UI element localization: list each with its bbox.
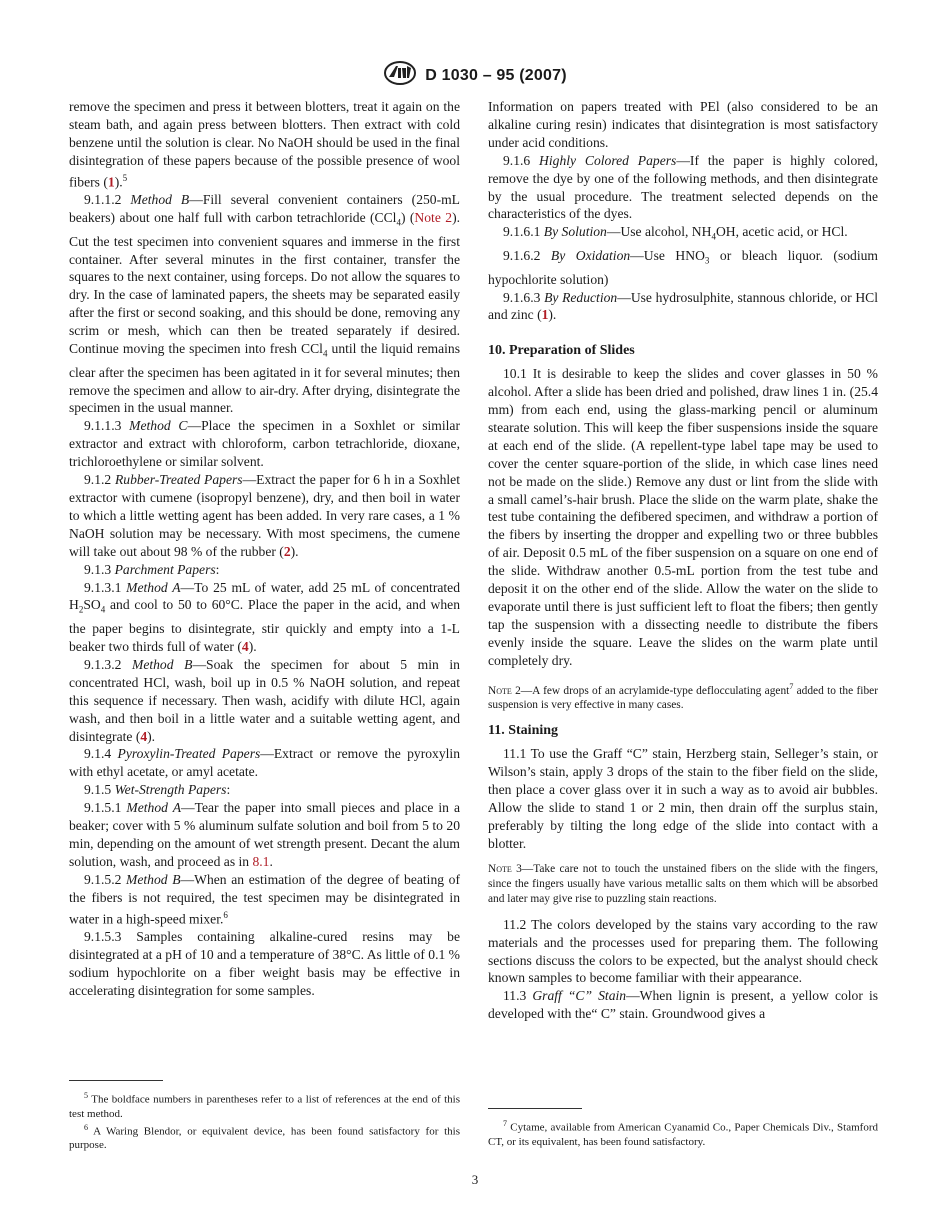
footnote: $^5$ The boldface numbers in parentheses refer to a list of references at the end of this test method. <box>69 1091 460 1120</box>
paragraph: 9.1.4 Pyroxylin-Treated Papers—Extract or remove the pyroxylin with ethyl acetate, or amyl acetate. <box>69 746 460 780</box>
footnote-divider <box>488 1108 582 1109</box>
reference-link[interactable]: 2 <box>283 543 291 559</box>
footnote-marker[interactable]: 7 <box>789 681 794 691</box>
paragraph: Information on papers treated with PEl (also considered to be an alkaline curing resin) indicates that disintegration is most satisfactory under acid conditions. <box>488 99 878 150</box>
paragraph: 9.1.6.1 By Solution—Use alcohol, $NH_4OH$, acetic acid, or HCl. <box>503 224 848 243</box>
paragraph: 11.2 The colors developed by the stains vary according to the raw materials and the processes used for preparing them. The following sections discuss the colors to be expected, but the analyst should check known samples to become familiar with their appearance. <box>488 916 878 986</box>
paragraph: 9.1.5.3 Samples containing alkaline-cured resins may be disintegrated at a pH of 10 and a temperature of 38°C. As little of 0.1 % sodium hypochlorite on a fiber weight basis may be effective in accelerating disintegration for some samples. <box>69 929 460 998</box>
reference-link[interactable]: 4 <box>241 638 249 654</box>
right-column <box>488 98 878 1023</box>
paragraph: 9.1.3 Parchment Papers: <box>84 561 220 577</box>
footnote-marker[interactable]: 5 <box>122 172 128 183</box>
paragraph: 9.1.3.2 Method B—Soak the specimen for about 5 min in concentrated HCl, wash, boil up in 0.5 % NaOH solution, and repeat this sequence if necessary. Then wash, acidify with dilute HCl, again wash, and then boil in a little water and a suitable wetting agent, and disintegrate (4). <box>69 656 460 744</box>
paragraph: 9.1.3.1 Method A—To 25 mL of water, add 25 mL of concentrated $H_2SO_4$ and cool to 50 to 60°C. Place the paper in the acid, and when the paper begins to disintegrate, stir quickly and empty into a 1-L beaker two thirds full of water (4). <box>69 579 461 654</box>
note-link[interactable]: Note 2 <box>414 209 453 225</box>
paragraph: 9.1.5.1 Method A—Tear the paper into small pieces and place in a beaker; cover with 5 % aluminum sulfate solution and boil from 5 to 20 min, depending on the amount of wet strength present. Decant the alum solution, wash, and proceed as in 8.1. <box>69 800 460 869</box>
footnote: $^7$ Cytame, available from American Cyanamid Co., Paper Chemicals Div., Stamford CT, or its equivalent, has been found satisfactory. <box>488 1119 878 1148</box>
footnotes-right <box>488 1108 878 1149</box>
paragraph: 10.1 It is desirable to keep the slides and cover glasses in 50 % alcohol. After a slide has been dried and polished, draw lines 1 in. (25.4 mm) from each end, using the glass-marking pencil or aluminum stearate solution. This will keep the fiber suspensions inside the square at each end of the slide. (A repellent-type label tape may be used to cover the center square-portion of the slide, in which case lines need not be made on the slide.) Remove any dust or lint from the slide with a small camel’s-hair brush. Place the slide on the warm plate, shake the test tube containing the defibered specimen, and withdraw a portion of the fibers by inserting the dropper and expelling two or three bubbles of air. Deposit 0.5 mL of the fiber suspension on a square on one end of the slide. Withdraw another 0.5-mL portion from the test tube and deposit it on the other end of the slide. Allow the water on the slide to evaporate until there is just sufficient left to float the fibers; then gently tap the suspension with a dissecting needle to distribute the fibers evenly inside the square. Leave the slides on the warm plate until completely dry. <box>488 366 878 668</box>
paragraph: 9.1.6 Highly Colored Papers—If the paper is highly colored, remove the dye by one of the following methods, and then disintegrate by the usual procedure. The treatment selected depends on the characteristics of the dyes. <box>488 152 879 222</box>
paragraph: 11.3 Graff “C” Stain—When lignin is present, a yellow color is developed with the“ C” stain. Groundwood gives a <box>488 988 879 1022</box>
section-heading: 10. Preparation of Slides <box>488 343 635 359</box>
section-link[interactable]: 8.1 <box>252 853 270 869</box>
reference-link[interactable]: 4 <box>140 728 148 744</box>
paragraph: 9.1.1.2 Method B—Fill several convenient containers (250-mL beakers) about one half full with carbon tetrachloride (CCl$_4$) (Note 2). Cut the test specimen into convenient squares and immerse in the first container. After several minutes in the first container, transfer the squares to the next container, using forceps. Do not allow the squares to dry. In the case of laminated papers, the sheets may be separated easily after the first or second soaking, and this should be done, removing any scrim or mesh, which can then be treated separately if desired. Continue moving the specimen into fresh CCl$_4$ until the liquid remains clear after the specimen has been agitated in it for several minutes; then remove the specimen and allow to air-dry. After drying, disintegrate the specimen in the usual manner. <box>69 192 460 416</box>
footnote-divider <box>69 1080 163 1081</box>
footnote: $^6$ A Waring Blendor, or equivalent device, has been found satisfactory for this purpose. <box>69 1122 460 1152</box>
page-header <box>0 60 950 91</box>
note: Note 2—A few drops of an acrylamide-type deflocculating agent$^7$ added to the fiber suspension is very effective in many cases. <box>488 681 878 712</box>
paragraph: 11.1 To use the Graff “C” stain, Herzberg stain, Selleger’s stain, or Wilson’s stain, apply 3 drops of the stain to the fiber field on the slide, then place a cover glass over it in such a way as to avoid air bubbles. Allow the slide to stand 1 or 2 min, then drain off the surplus stain, preferably by tilting the long edge of the slide into contact with a blotter. <box>488 746 878 851</box>
paragraph: 9.1.5 Wet-Strength Papers: <box>84 782 231 798</box>
document-designation: D 1030 – 95 (2007) <box>425 66 567 84</box>
paragraph: 9.1.6.3 By Reduction—Use hydrosulphite, stannous chloride, or HCl and zinc (1). <box>488 289 878 323</box>
paragraph: 9.1.1.3 Method C—Place the specimen in a Soxhlet or similar extractor and extract with chloroform, carbon tetrachloride, dioxane, trichloroethylene or similar solvent. <box>69 418 460 470</box>
paragraph: 9.1.6.2 By Oxidation—Use $HNO_3$ or bleach liquor. (sodium hypochlorite solution) <box>488 247 878 287</box>
paragraph: remove the specimen and press it between blotters, treat it again on the steam bath, and again press between blotters. Then extract with cold benzene until the solution is clear. No NaOH should be used in the final disintegration of these papers because of the possible presence of wool fibers (1).$^5$ <box>69 99 460 190</box>
page-number: 3 <box>471 1172 479 1187</box>
footnotes-left <box>69 1080 460 1152</box>
paragraph: 9.1.2 Rubber-Treated Papers—Extract the paper for 6 h in a Soxhlet extractor with cumene (isopropyl benzene), dry, and then boil in water to which a little wetting agent has been added. In very rare cases, a 1 % NaOH solution may be necessary. With most specimens, the cumene will take out about 98 % of the rubber (2). <box>69 472 460 559</box>
note: Note 3—Take care not to touch the unstained fibers on the slide with the fingers, since the fingers usually have various metallic salts on them which will be absorbed and later may give rise to puzzling stain reactions. <box>488 862 878 905</box>
left-column <box>69 98 460 1000</box>
paragraph: 9.1.5.2 Method B—When an estimation of the degree of beating of the fibers is not required, the test specimen may be disintegrated in water in a high-speed mixer.$^6$ <box>69 871 461 927</box>
reference-link[interactable]: 1 <box>107 174 115 190</box>
reference-link[interactable]: 1 <box>541 307 549 323</box>
astm-logo-icon <box>383 60 417 91</box>
footnote-marker[interactable]: 6 <box>223 909 228 920</box>
section-heading: 11. Staining <box>488 723 559 739</box>
